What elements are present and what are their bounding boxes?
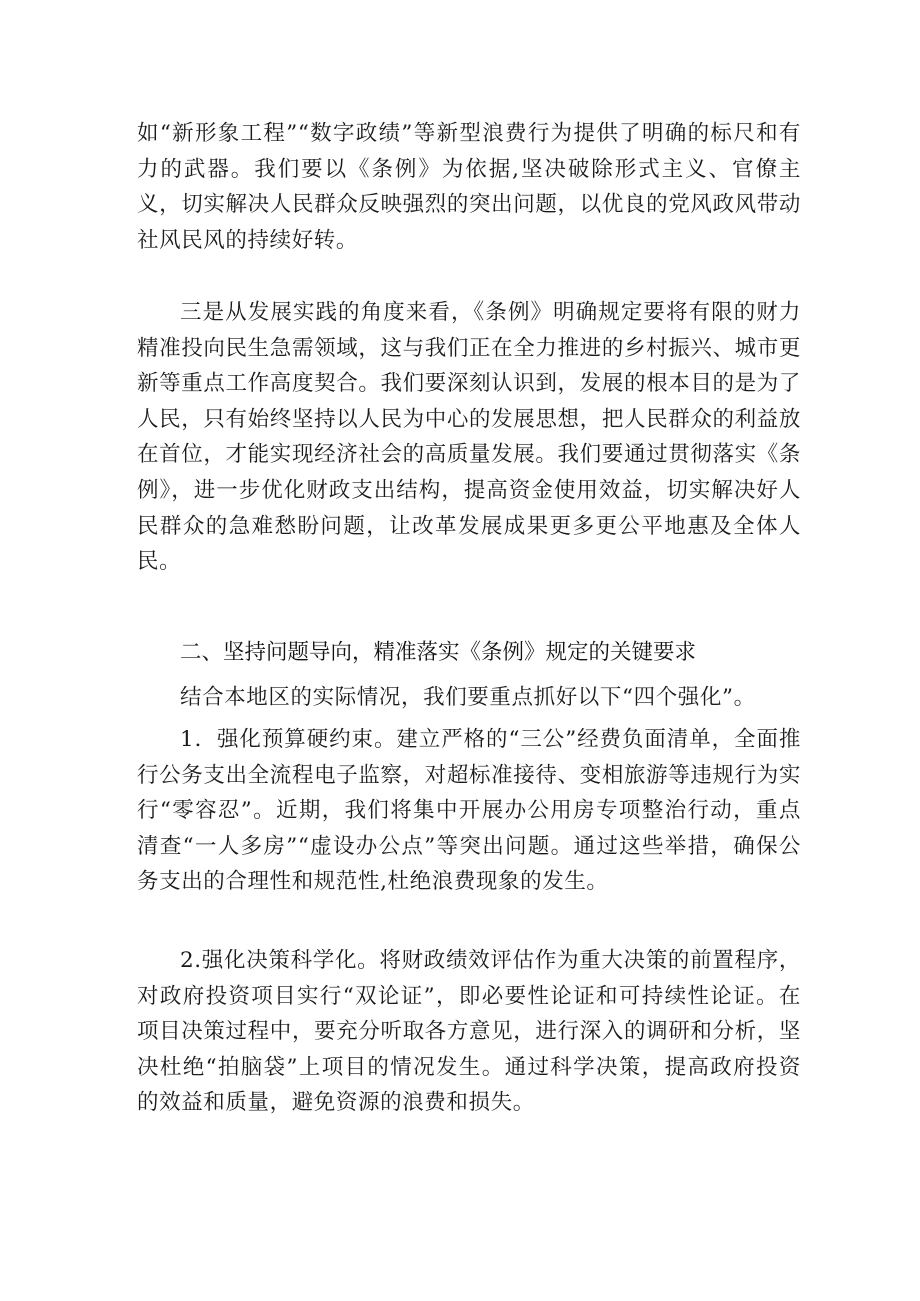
section-heading: 二、坚持问题导向，精准落实《条例》规定的关键要求 xyxy=(180,640,697,665)
paragraph-four-strengthening: 结合本地区的实际情况，我们要重点抓好以下“四个强化”。 xyxy=(180,685,756,710)
paragraph-item-1-budget: 1．强化预算硬约束。建立严格的“三公”经费负面清单，全面推行公务支出全流程电子监察，对超标准接待、变相旅游等违规行为实行“零容忍”。近期，我们将集中开展办公用房专项整治行动，重点清查“一人多房”“虚设办公点”等突出问题。通过这些举措，确保公务支出的合理性和规范性,杜绝浪费现象的发生。 xyxy=(137,727,801,895)
paragraph-item-2-decision: 2.强化决策科学化。将财政绩效评估作为重大决策的前置程序，对政府投资项目实行“双论证”，即必要性论证和可持续性论证。在项目决策过程中，要充分听取各方意见，进行深入的调研和分析，坚决杜绝“拍脑袋”上项目的情况发生。通过科学决策，提高政府投资的效益和质量，避免资源的浪费和损失。 xyxy=(137,948,801,1116)
paragraph-continuation: 如“新形象工程”“数字政绩”等新型浪费行为提供了明确的标尺和有力的武器。我们要以《条例》为依据,坚决破除形式主义、官僚主义，切实解决人民群众反映强烈的突出问题，以优良的党风政风带动社风民风的持续好转。 xyxy=(137,121,801,253)
paragraph-development-practice: 三是从发展实践的角度来看，《条例》明确规定要将有限的财力精准投向民生急需领域，这与我们正在全力推进的乡村振兴、城市更新等重点工作高度契合。我们要深刻认识到，发展的根本目的是为了人民，只有始终坚持以人民为中心的发展思想，把人民群众的利益放在首位，才能实现经济社会的高质量发展。我们要通过贯彻落实《条例》，进一步优化财政支出结构，提高资金使用效益，切实解决好人民群众的急难愁盼问题，让改革发展成果更多更公平地惠及全体人民。 xyxy=(137,300,801,575)
